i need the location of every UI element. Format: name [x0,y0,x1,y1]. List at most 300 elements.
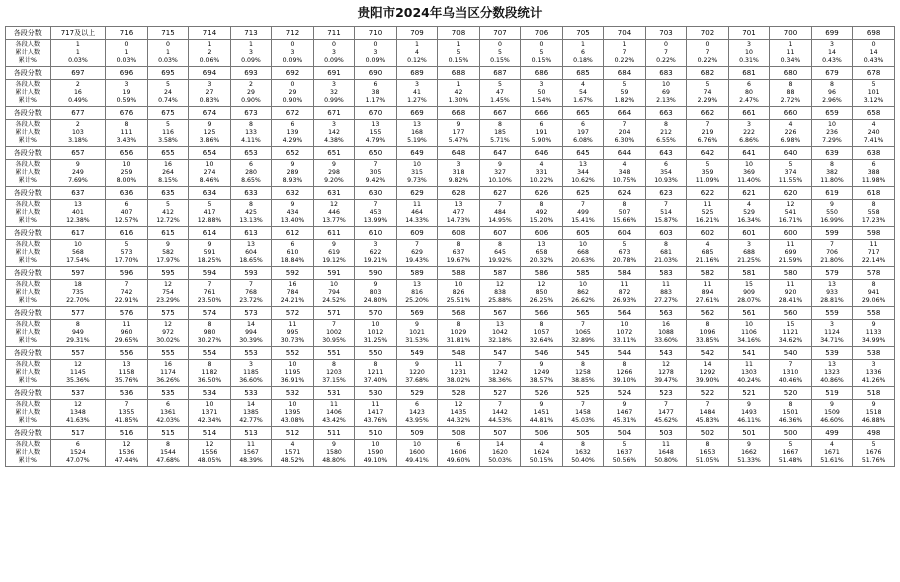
score-data-cell [272,280,314,307]
score-header-cell: 572 [272,307,314,320]
percent-label: 累计% [18,217,37,224]
score-header-label: 各段分数 [6,27,51,40]
cumulative-percent: 47.44% [114,457,139,464]
segment-count: 1 [788,41,793,48]
segment-count: 5 [788,441,793,448]
cumulative-count: 101 [867,89,880,96]
score-header-label: 各段分数 [6,347,51,360]
score-data-cell [396,240,438,267]
score-data-cell [645,200,687,227]
cumulative-percent: 36.50% [197,377,222,384]
score-header-cell: 677 [50,107,106,120]
cumulative-count: 236 [826,129,838,136]
cumulative-percent: 20.78% [612,257,637,264]
score-header-cell: 660 [770,107,812,120]
cumulative-percent: 45.31% [612,417,637,424]
score-data-cell [562,280,604,307]
score-header-cell: 709 [396,27,438,40]
cumulative-percent: 17.97% [156,257,180,264]
cumulative-count: 1355 [118,409,135,416]
score-header-cell: 615 [147,227,189,240]
cumulative-count: 125 [203,129,216,136]
score-data-cell [106,400,148,427]
score-header-cell: 652 [272,147,314,160]
cumulative-percent: 5.47% [448,137,469,144]
cumulative-percent: 37.15% [322,377,346,384]
segment-count: 5 [622,81,627,88]
segment-count: 9 [207,241,212,248]
cumulative-percent: 44.53% [488,417,512,424]
cumulative-count: 1065 [575,329,591,336]
score-data-cell [438,440,480,467]
score-header-cell: 625 [562,187,604,200]
score-header-cell: 609 [396,227,438,240]
cumulative-count: 688 [743,249,755,256]
segment-count: 11 [745,361,753,368]
cumulative-percent: 48.05% [197,457,222,464]
segment-count: 12 [73,401,82,408]
score-data-cell [50,400,106,427]
cumulative-percent: 21.80% [820,257,844,264]
segment-count: 5 [705,161,710,168]
segment-count: 6 [249,161,253,168]
score-data-cell [438,400,480,427]
cumulative-percent: 49.60% [446,457,471,464]
score-header-cell: 526 [521,387,563,400]
cumulative-percent: 15.87% [654,217,678,224]
score-data-cell [521,200,563,227]
score-data-cell [313,400,355,427]
score-header-cell: 712 [272,27,314,40]
score-header-cell: 519 [811,387,853,400]
cumulative-percent: 30.73% [280,337,305,344]
cumulative-count: 862 [577,289,589,296]
cumulative-label: 累计人数 [15,329,41,336]
score-header-cell: 669 [396,107,438,120]
score-data-cell [230,160,272,187]
cumulative-percent: 25.88% [488,297,512,304]
cumulative-percent: 0.99% [324,97,344,104]
cumulative-percent: 12.88% [197,217,222,224]
segment-count: 4 [788,121,793,128]
segment-count: 6 [539,121,544,128]
score-header-cell: 702 [687,27,729,40]
cumulative-count: 219 [701,129,714,136]
cumulative-count: 742 [120,289,133,296]
cumulative-count: 11 [786,49,795,56]
score-data-cell [645,360,687,387]
cumulative-count: 274 [203,169,216,176]
score-header-cell: 713 [230,27,272,40]
cumulative-percent: 0.49% [68,97,88,104]
score-data-cell [479,320,521,347]
segment-count: 3 [830,41,834,48]
cumulative-percent: 30.39% [239,337,263,344]
score-header-cell: 665 [562,107,604,120]
score-data-cell [853,280,895,307]
cumulative-count: 14 [869,49,878,56]
cumulative-percent: 11.80% [820,177,844,184]
score-header-cell: 509 [396,427,438,440]
cumulative-percent: 31.53% [405,337,429,344]
segment-count: 9 [290,201,295,208]
score-data-cell [479,40,521,67]
cumulative-count: 980 [203,329,216,336]
cumulative-percent: 43.42% [322,417,346,424]
score-header-cell: 535 [147,387,189,400]
cumulative-count: 1524 [70,449,86,456]
cumulative-percent: 6.30% [614,137,635,144]
score-data-cell [438,40,480,67]
cumulative-percent: 15.41% [571,217,595,224]
cumulative-count: 1417 [367,409,384,416]
cumulative-count: 7 [705,49,710,56]
score-header-cell: 694 [189,67,231,80]
score-header-cell: 708 [438,27,480,40]
score-data-cell [604,40,646,67]
score-data-cell [147,440,189,467]
segment-count: 5 [166,121,170,128]
score-header-cell: 530 [355,387,397,400]
score-header-cell: 561 [728,307,770,320]
score-header-cell: 542 [687,347,729,360]
cumulative-count: 3 [249,49,253,56]
score-data-cell [189,160,231,187]
cumulative-percent: 5.19% [407,137,427,144]
segment-count: 8 [498,241,502,248]
score-header-cell: 661 [728,107,770,120]
score-header-cell: 602 [687,227,729,240]
cumulative-percent: 34.16% [737,337,761,344]
segment-count: 12 [122,441,131,448]
score-header-row [6,347,895,360]
segment-count: 9 [332,441,336,448]
score-data-cell [50,80,106,107]
cumulative-percent: 0.83% [199,97,220,104]
score-data-cell [106,320,148,347]
cumulative-count: 568 [71,249,84,256]
score-data-cell [853,440,895,467]
score-header-cell: 685 [562,67,604,80]
score-header-cell: 700 [770,27,812,40]
segment-count: 8 [207,361,212,368]
score-data-cell [189,200,231,227]
segment-count: 12 [164,281,172,288]
cumulative-percent: 3.58% [158,137,178,144]
cumulative-count: 177 [452,129,465,136]
segment-count: 13 [371,121,380,128]
segment-count: 8 [249,201,253,208]
cumulative-percent: 43.95% [405,417,429,424]
cumulative-count: 637 [452,249,465,256]
cumulative-count: 7 [622,49,627,56]
cumulative-percent: 0.22% [614,57,635,64]
segment-count: 2 [249,81,253,88]
segment-count: 8 [75,321,80,328]
segment-count: 7 [124,281,129,288]
cumulative-percent: 19.92% [488,257,512,264]
segment-count: 9 [622,401,627,408]
cumulative-label: 累计人数 [15,129,41,136]
cumulative-label: 累计人数 [15,449,41,456]
cumulative-percent: 18.25% [197,257,222,264]
segment-count: 9 [871,401,876,408]
score-header-cell: 715 [147,27,189,40]
score-data-cell [147,40,189,67]
score-data-cell [50,280,106,307]
score-header-cell: 663 [645,107,687,120]
score-header-cell: 579 [811,267,853,280]
cumulative-count: 816 [411,289,423,296]
score-data-cell [604,80,646,107]
cumulative-percent: 13.77% [322,217,346,224]
cumulative-percent: 38.36% [488,377,512,384]
score-header-cell: 595 [147,267,189,280]
cumulative-percent: 6.98% [780,137,801,144]
cumulative-count: 1385 [243,409,259,416]
score-header-cell: 584 [604,267,646,280]
cumulative-count: 1493 [741,409,757,416]
cumulative-percent: 51.61% [820,457,844,464]
cumulative-percent: 27.27% [654,297,678,304]
score-data-cell [355,240,397,267]
score-data-row [6,440,895,467]
score-header-cell: 536 [106,387,148,400]
score-data-cell [853,400,895,427]
score-data-cell [770,280,812,307]
cumulative-percent: 5.71% [490,137,510,144]
count-label: 各段人数 [15,41,41,48]
cumulative-percent: 11.40% [737,177,761,184]
segment-count: 0 [290,41,295,48]
score-data-cell [313,80,355,107]
score-header-cell: 582 [687,267,729,280]
cumulative-count: 139 [286,129,299,136]
cumulative-count: 960 [120,329,133,336]
score-data-cell [189,120,231,147]
segment-count: 13 [828,281,836,288]
percent-label: 累计% [18,337,37,344]
count-label: 各段人数 [15,401,41,408]
cumulative-count: 1556 [201,449,218,456]
score-data-cell [770,440,812,467]
score-header-cell: 565 [562,307,604,320]
cumulative-count: 1600 [409,449,425,456]
cumulative-count: 382 [826,169,838,176]
score-data-cell [770,400,812,427]
cumulative-percent: 25.20% [405,297,429,304]
score-header-cell: 611 [313,227,355,240]
segment-count: 11 [288,321,297,328]
score-header-cell: 693 [230,67,272,80]
cumulative-count: 1303 [741,369,757,376]
cumulative-count: 872 [618,289,631,296]
segment-count: 9 [207,121,212,128]
score-data-cell [147,320,189,347]
segment-count: 10 [205,161,214,168]
score-header-cell: 569 [396,307,438,320]
cumulative-percent: 7.29% [822,137,842,144]
score-header-cell: 506 [521,427,563,440]
segment-count: 13 [122,361,131,368]
score-data-cell [189,280,231,307]
segment-count: 11 [703,281,712,288]
cumulative-percent: 50.03% [488,457,512,464]
segment-count: 2 [75,121,80,128]
score-header-cell: 645 [562,147,604,160]
score-data-cell [50,440,106,467]
segment-count: 0 [373,41,378,48]
score-data-cell [355,440,397,467]
cumulative-count: 289 [286,169,299,176]
score-data-row [6,200,895,227]
score-header-cell: 501 [728,427,770,440]
score-data-cell [479,80,521,107]
score-data-cell [645,40,687,67]
score-data-cell [355,400,397,427]
segment-count: 7 [498,401,502,408]
segment-count: 6 [581,121,585,128]
score-data-cell [687,240,729,267]
score-header-cell: 653 [230,147,272,160]
cumulative-count: 407 [120,209,133,216]
segment-count: 7 [664,401,668,408]
segment-count: 7 [332,321,336,328]
segment-count: 7 [124,401,129,408]
cumulative-percent: 32.89% [571,337,595,344]
score-header-cell: 706 [521,27,563,40]
cumulative-percent: 0.59% [116,97,137,104]
cumulative-count: 1632 [575,449,591,456]
segment-count: 5 [207,201,212,208]
score-data-cell [106,440,148,467]
cumulative-count: 1671 [824,449,840,456]
segment-count: 9 [498,161,502,168]
cumulative-percent: 14.95% [488,217,512,224]
segment-count: 10 [330,281,338,288]
segment-count: 13 [247,241,255,248]
score-data-cell [355,200,397,227]
cumulative-count: 1278 [658,369,674,376]
score-header-cell: 635 [147,187,189,200]
score-header-cell: 666 [521,107,563,120]
cumulative-percent: 50.80% [654,457,678,464]
cumulative-percent: 2.47% [739,97,759,104]
score-header-row [6,227,895,240]
cumulative-count: 103 [71,129,84,136]
score-header-label: 各段分数 [6,427,51,440]
cumulative-count: 434 [286,209,299,216]
segment-count: 16 [662,321,670,328]
segment-count: 11 [454,361,463,368]
cumulative-percent: 0.43% [822,57,842,64]
segment-count: 3 [373,241,378,248]
segment-count: 18 [73,281,82,288]
score-header-row [6,147,895,160]
score-header-cell: 520 [770,387,812,400]
score-data-cell [396,440,438,467]
segment-count: 8 [871,201,876,208]
score-header-cell: 517 [50,427,106,440]
score-data-cell [521,160,563,187]
score-data-cell [50,160,106,187]
score-data-row [6,400,895,427]
score-data-row [6,80,895,107]
score-header-row [6,187,895,200]
score-data-cell [479,280,521,307]
score-header-cell: 585 [562,267,604,280]
score-data-cell [50,40,106,67]
score-header-cell: 583 [645,267,687,280]
score-header-cell: 681 [728,67,770,80]
percent-label: 累计% [18,137,37,144]
score-header-cell: 632 [272,187,314,200]
segment-count: 4 [290,441,295,448]
score-header-cell: 599 [811,227,853,240]
cumulative-percent: 24.80% [363,297,388,304]
cumulative-count: 417 [203,209,216,216]
cumulative-percent: 8.65% [241,177,261,184]
score-data-cell [313,160,355,187]
cumulative-percent: 25.51% [446,297,471,304]
score-header-cell: 714 [189,27,231,40]
cumulative-percent: 37.68% [405,377,429,384]
cumulative-count: 1249 [533,369,550,376]
score-data-cell [313,360,355,387]
cumulative-count: 1258 [575,369,591,376]
cumulative-count: 1002 [326,329,342,336]
score-data-cell [396,160,438,187]
segment-count: 3 [332,81,336,88]
cumulative-percent: 46.60% [820,417,844,424]
cumulative-count: 29 [247,89,255,96]
count-label: 各段人数 [15,161,41,168]
segment-count: 4 [622,161,627,168]
score-data-cell [313,440,355,467]
cumulative-count: 6 [581,49,585,56]
segment-count: 8 [788,81,793,88]
cumulative-percent: 21.16% [695,257,720,264]
cumulative-percent: 10.93% [654,177,678,184]
cumulative-count: 784 [286,289,299,296]
cumulative-count: 1029 [450,329,467,336]
segment-count: 7 [581,401,585,408]
score-header-cell: 650 [355,147,397,160]
score-header-cell: 675 [147,107,189,120]
segment-count: 9 [830,401,834,408]
score-data-row [6,160,895,187]
score-data-row [6,360,895,387]
score-header-cell: 549 [396,347,438,360]
cumulative-percent: 23.29% [156,297,180,304]
cumulative-count: 1 [75,49,80,56]
cumulative-count: 155 [369,129,382,136]
cumulative-percent: 44.32% [446,417,471,424]
score-header-row [6,107,895,120]
cumulative-percent: 8.93% [282,177,303,184]
score-data-cell [604,440,646,467]
score-data-cell [50,360,106,387]
cumulative-percent: 0.90% [282,97,303,104]
cumulative-percent: 22.91% [114,297,139,304]
score-data-cell [728,160,770,187]
segment-count: 1 [581,41,585,48]
score-data-cell [687,400,729,427]
score-data-cell [50,120,106,147]
segment-count: 12 [454,401,463,408]
cumulative-percent: 0.22% [656,57,676,64]
count-label: 各段人数 [15,361,41,368]
